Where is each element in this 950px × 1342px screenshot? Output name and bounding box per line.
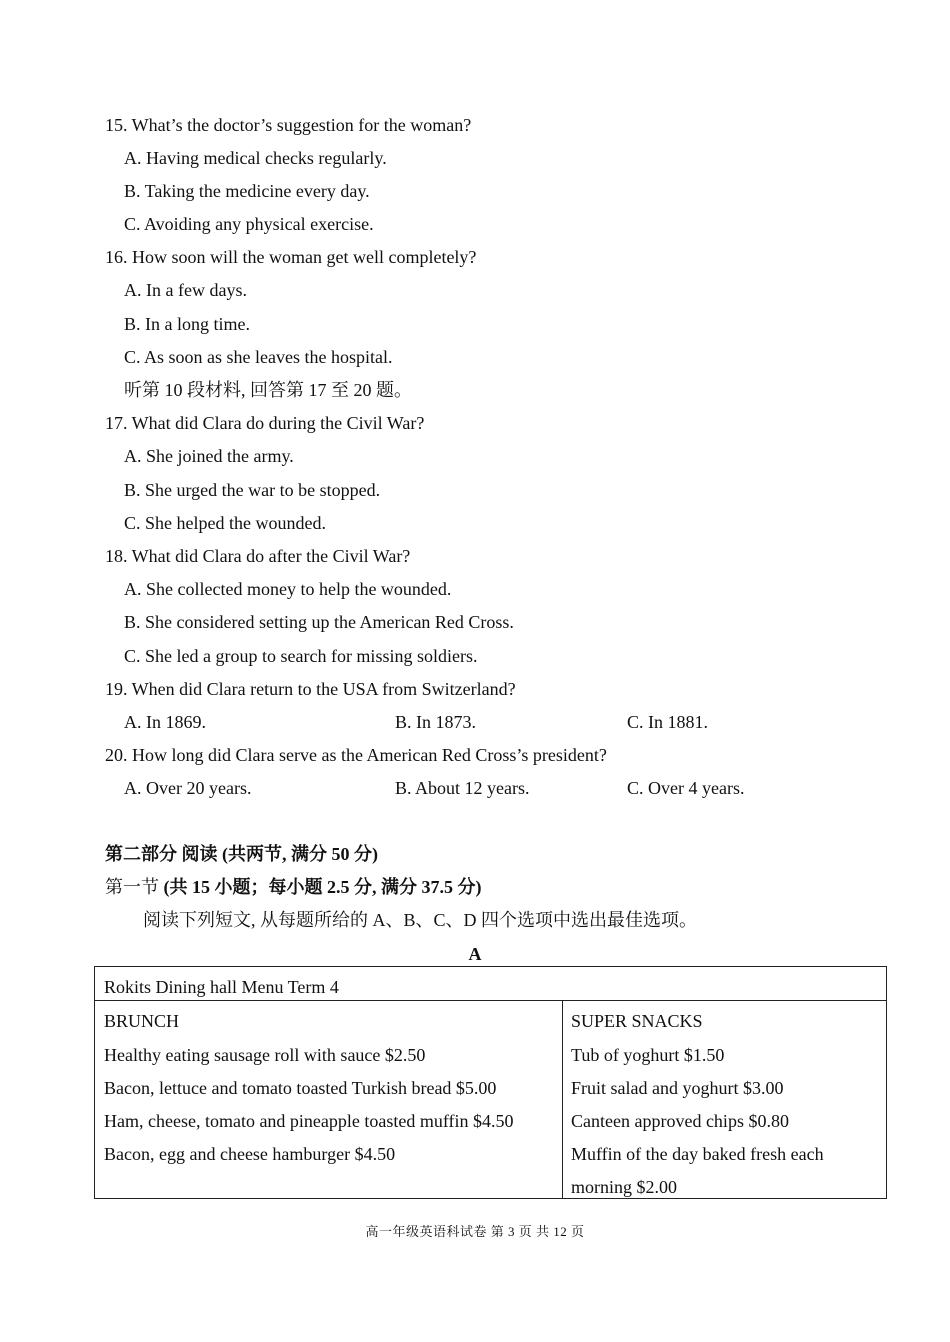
brunch-item: Ham, cheese, tomato and pineapple toasted muffin $4.50 bbox=[104, 1111, 514, 1131]
snacks-heading: SUPER SNACKS bbox=[571, 1011, 703, 1031]
menu-title: Rokits Dining hall Menu Term 4 bbox=[104, 977, 339, 997]
q20-option-c: C. Over 4 years. bbox=[627, 778, 745, 798]
snack-item: Tub of yoghurt $1.50 bbox=[571, 1045, 725, 1065]
section-10-instruction: 听第 10 段材料, 回答第 17 至 20 题。 bbox=[124, 380, 412, 400]
q15-option-a: A. Having medical checks regularly. bbox=[124, 148, 387, 168]
question-15: 15. What’s the doctor’s suggestion for the woman? bbox=[105, 115, 472, 135]
reading-section-prefix: 第一节 bbox=[105, 877, 164, 897]
q17-option-b: B. She urged the war to be stopped. bbox=[124, 480, 381, 500]
question-20: 20. How long did Clara serve as the American Red Cross’s president? bbox=[105, 745, 607, 765]
q17-option-a: A. She joined the army. bbox=[124, 446, 294, 466]
q18-option-a: A. She collected money to help the wounded. bbox=[124, 579, 452, 599]
question-18: 18. What did Clara do after the Civil War? bbox=[105, 546, 411, 566]
snack-item: Canteen approved chips $0.80 bbox=[571, 1111, 789, 1131]
q20-option-b: B. About 12 years. bbox=[395, 778, 530, 798]
menu-column-divider bbox=[562, 1001, 563, 1198]
question-16: 16. How soon will the woman get well completely? bbox=[105, 247, 477, 267]
q20-option-a: A. Over 20 years. bbox=[124, 778, 252, 798]
q17-option-c: C. She helped the wounded. bbox=[124, 513, 326, 533]
snack-item: Muffin of the day baked fresh each bbox=[571, 1144, 824, 1164]
menu-title-row bbox=[95, 967, 886, 1001]
page-footer: 高一年级英语科试卷 第 3 页 共 12 页 bbox=[365, 1224, 585, 1239]
q18-option-b: B. She considered setting up the American Red Cross. bbox=[124, 612, 514, 632]
q18-option-c: C. She led a group to search for missing soldiers. bbox=[124, 646, 478, 666]
q16-option-a: A. In a few days. bbox=[124, 280, 247, 300]
question-19: 19. When did Clara return to the USA from Switzerland? bbox=[105, 679, 516, 699]
brunch-item: Healthy eating sausage roll with sauce $2.50 bbox=[104, 1045, 426, 1065]
snack-item: Fruit salad and yoghurt $3.00 bbox=[571, 1078, 784, 1098]
q16-option-c: C. As soon as she leaves the hospital. bbox=[124, 347, 393, 367]
passage-label: A bbox=[468, 944, 482, 964]
reading-section-detail: (共 15 小题；每小题 2.5 分, 满分 37.5 分) bbox=[163, 877, 482, 897]
question-17: 17. What did Clara do during the Civil War? bbox=[105, 413, 425, 433]
brunch-item: Bacon, lettuce and tomato toasted Turkish bread $5.00 bbox=[104, 1078, 497, 1098]
q19-option-b: B. In 1873. bbox=[395, 712, 476, 732]
reading-instruction: 阅读下列短文, 从每题所给的 A、B、C、D 四个选项中选出最佳选项。 bbox=[143, 910, 698, 930]
brunch-heading: BRUNCH bbox=[104, 1011, 180, 1031]
menu-table bbox=[94, 966, 887, 1199]
reading-part-title: 第二部分 阅读 (共两节, 满分 50 分) bbox=[105, 844, 378, 864]
q19-option-a: A. In 1869. bbox=[124, 712, 206, 732]
q19-option-c: C. In 1881. bbox=[627, 712, 708, 732]
reading-section-heading bbox=[105, 876, 482, 898]
q15-option-c: C. Avoiding any physical exercise. bbox=[124, 214, 374, 234]
q15-option-b: B. Taking the medicine every day. bbox=[124, 181, 370, 201]
snack-item-continued: morning $2.00 bbox=[571, 1177, 677, 1197]
q16-option-b: B. In a long time. bbox=[124, 314, 250, 334]
brunch-item: Bacon, egg and cheese hamburger $4.50 bbox=[104, 1144, 396, 1164]
